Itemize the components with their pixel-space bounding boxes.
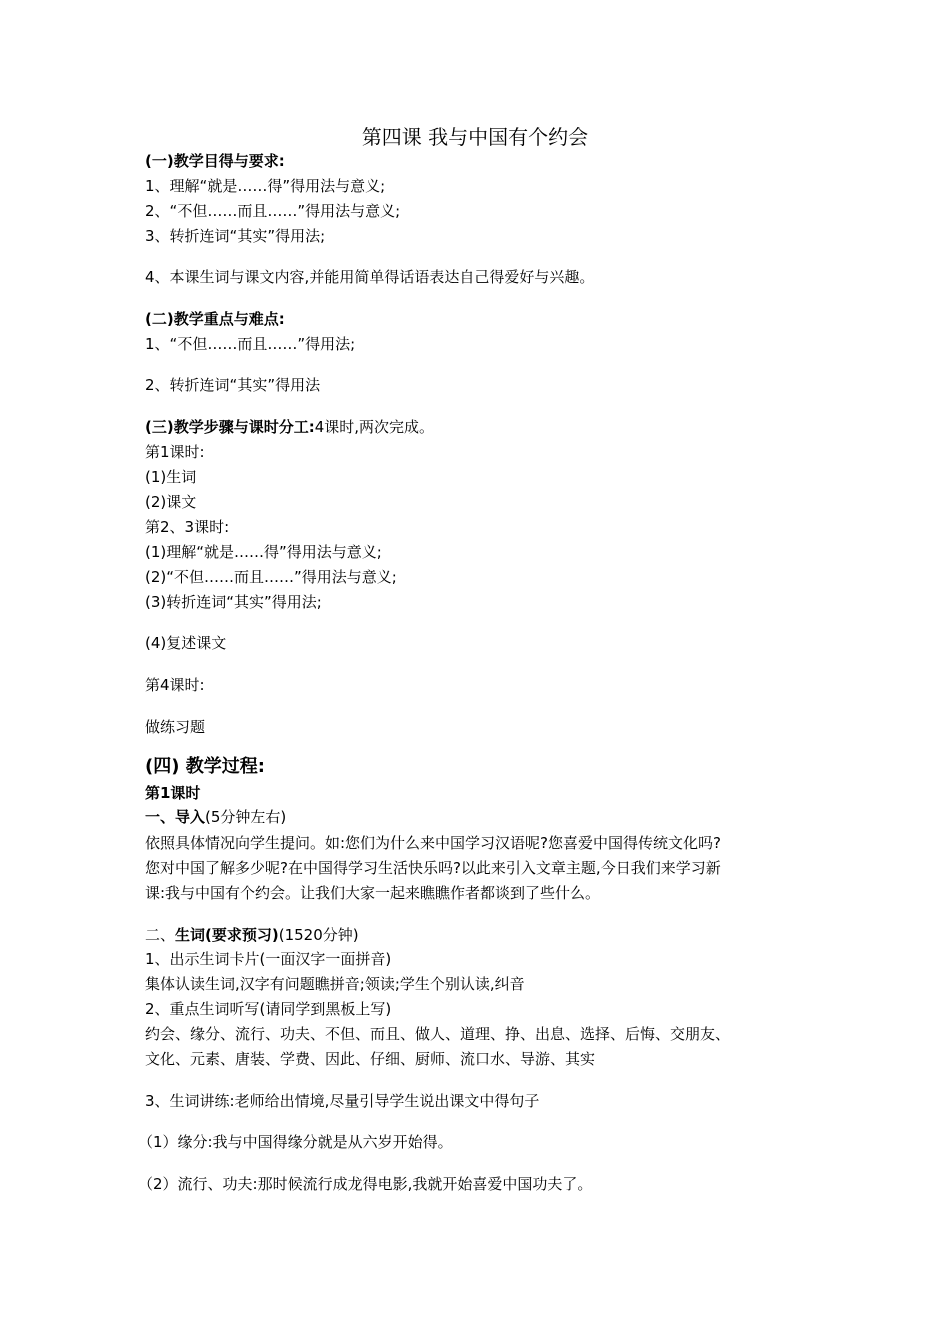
vocab-prefix: 二、	[145, 926, 176, 944]
vocab-line: 2、重点生词听写(请同学到黑板上写)	[145, 1000, 392, 1018]
intro-heading	[145, 806, 286, 828]
intro-paragraph-line: 依照具体情况向学生提问。如:您们为什么来中国学习汉语呢?您喜爱中国得传统文化吗?	[145, 834, 721, 852]
schedule-heading-label: (三)教学步骤与课时分工:	[145, 418, 315, 436]
vocab-duration: (1520分钟)	[278, 926, 359, 944]
vocab-example: （2）流行、功夫:那时候流行成龙得电影,我就开始喜爱中国功夫了。	[138, 1175, 593, 1193]
section-heading-key-points: (二)教学重点与难点:	[145, 310, 285, 328]
schedule-line: 第4课时:	[145, 676, 205, 694]
intro-paragraph-line: 课:我与中国有个约会。让我们大家一起来瞧瞧作者都谈到了些什么。	[145, 884, 601, 902]
objective-item: 3、转折连词“其实”得用法;	[145, 227, 326, 245]
schedule-line: 第1课时:	[145, 443, 205, 461]
section-heading-objectives: (一)教学目得与要求:	[145, 152, 285, 170]
page-title: 第四课 我与中国有个约会	[361, 125, 589, 149]
objective-item: 4、本课生词与课文内容,并能用简单得话语表达自己得爱好与兴趣。	[145, 268, 595, 286]
vocab-line: 集体认读生词,汉字有问题瞧拼音;领读;学生个别认读,纠音	[145, 975, 525, 993]
vocab-example: （1）缘分:我与中国得缘分就是从六岁开始得。	[138, 1133, 453, 1151]
schedule-line: (1)理解“就是……得”得用法与意义;	[145, 543, 382, 561]
section-heading-schedule	[145, 416, 434, 438]
schedule-line: 做练习题	[145, 718, 206, 736]
key-point-item: 1、“不但……而且……”得用法;	[145, 335, 356, 353]
intro-paragraph-line: 您对中国了解多少呢?在中国得学习生活快乐吗?以此来引入文章主题,今日我们来学习新	[145, 859, 721, 877]
intro-duration: (5分钟左右)	[205, 808, 287, 826]
key-point-item: 2、转折连词“其实”得用法	[145, 376, 321, 394]
schedule-heading-rest: 4课时,两次完成。	[314, 418, 435, 436]
vocab-line: 约会、缘分、流行、功夫、不但、而且、做人、道理、挣、出息、选择、后悔、交朋友、	[145, 1025, 731, 1043]
objective-item: 1、理解“就是……得”得用法与意义;	[145, 177, 386, 195]
schedule-line: 第2、3课时:	[145, 518, 230, 536]
vocab-line: 1、出示生词卡片(一面汉字一面拼音)	[145, 950, 392, 968]
vocab-heading	[145, 924, 359, 946]
lesson-heading: 第1课时	[145, 784, 201, 802]
schedule-line: (4)复述课文	[145, 634, 227, 652]
vocab-line: 3、生词讲练:老师给出情境,尽量引导学生说出课文中得句子	[145, 1092, 540, 1110]
schedule-line: (3)转折连词“其实”得用法;	[145, 593, 322, 611]
schedule-line: (2)“不但……而且……”得用法与意义;	[145, 568, 397, 586]
vocab-label: 生词(要求预习)	[175, 926, 279, 944]
vocab-line: 文化、元素、唐装、学费、因此、仔细、厨师、流口水、导游、其实	[145, 1050, 596, 1068]
schedule-line: (2)课文	[145, 493, 197, 511]
schedule-line: (1)生词	[145, 468, 197, 486]
intro-label: 一、导入	[145, 808, 206, 826]
objective-item: 2、“不但……而且……”得用法与意义;	[145, 202, 401, 220]
section-heading-process: (四) 教学过程:	[145, 756, 265, 777]
